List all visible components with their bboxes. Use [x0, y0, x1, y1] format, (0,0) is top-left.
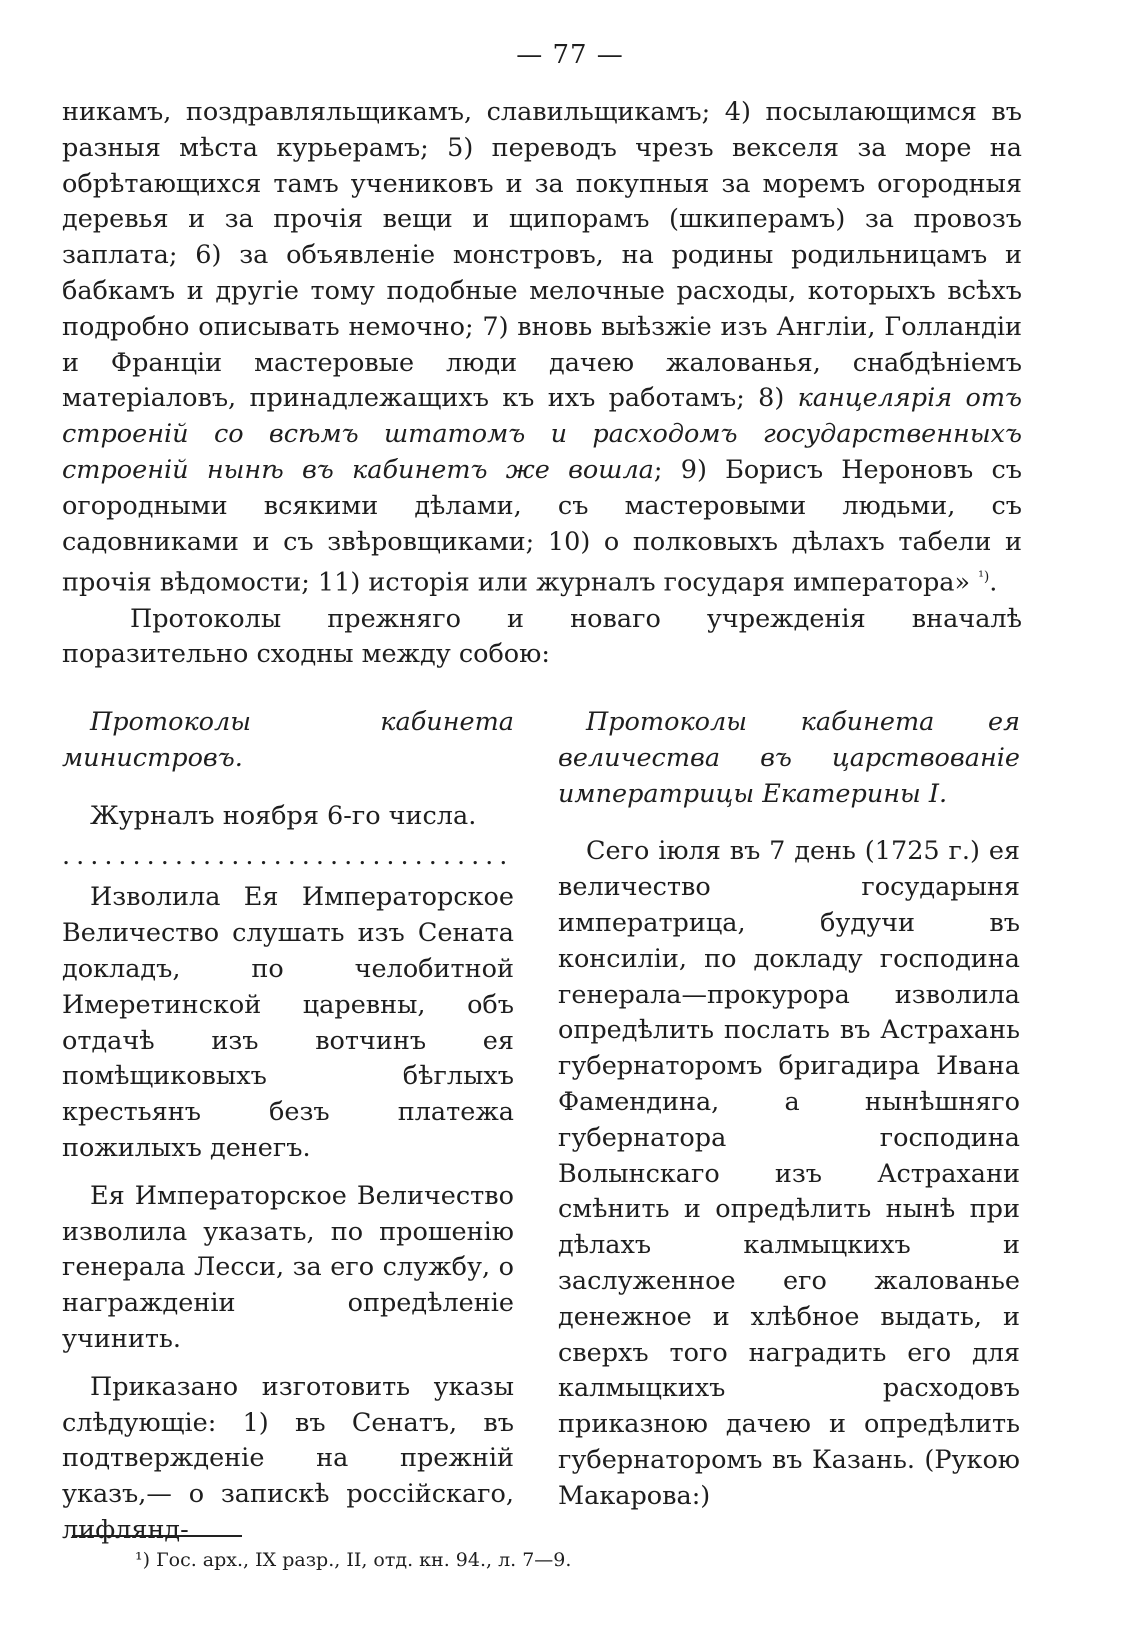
footnote: ¹) Гос. арх., IX разр., II, отд. кн. 94., л. 7—9.: [135, 1549, 572, 1571]
journal-date: Журналъ ноября 6-го числа.: [90, 800, 477, 831]
left-paragraph-3: Приказано изготовить указы слѣдующіе: 1) въ Сенатъ, въ подтвержденіе на прежній указъ,— о запискѣ россійскаго, лифлянд-: [62, 1371, 514, 1545]
paragraph-end: .: [989, 567, 998, 598]
left-column: [62, 705, 514, 1561]
footnote-divider: [72, 1535, 242, 1537]
paragraph-text-cont: ; 9) Борисъ Нероновъ съ огородными всякими дѣлами, съ мастеровыми людьми, съ садовниками и съ звѣровщиками; 10) о полковыхъ дѣлахъ табели и прочія вѣдомости; 11) исторія или журналъ государя императора»: [62, 454, 1022, 598]
right-column-heading: Протоколы кабинета ея величества въ царствованіе императрицы Екатерины I.: [558, 707, 1020, 809]
paragraph-continued: [62, 95, 1022, 602]
page-number: — 77 —: [516, 40, 624, 70]
italic-quote: канцелярія отъ строеній со всѣмъ штатомъ и расходомъ государственныхъ строеній нынѣ въ кабинетъ же вошла: [62, 383, 1023, 485]
left-paragraph-2: Ея Императорское Величество изволила указать, по прошенію генерала Лесси, за его службу, о награжденіи опредѣленіе учинить.: [62, 1180, 514, 1354]
paragraph-text: никамъ, поздравляльщикамъ, славильщикамъ; 4) посылающимся въ разныя мѣста курьерамъ; 5) переводъ чрезъ векселя за море на обрѣтающихся тамъ учениковъ и за покупныя за моремъ огородныя деревья и за прочія вещи и щипорамъ (шкиперамъ) за провозъ заплата; 6) за объявленіе монстровъ, на родины родильницамъ и бабкамъ и другіе тому подобные мелочные расходы, которыхъ всѣхъ подробно описывать немочно; 7) вновь выѣзжіе изъ Англіи, Голландіи и Франціи мастеровые люди дачею жалованья, снабдѣніемъ матеріаловъ, принадлежащихъ къ ихъ работамъ; 8): [62, 97, 1022, 414]
ellipsis-line: ................................: [62, 846, 514, 867]
paragraph-intro: Протоколы прежняго и новаго учрежденія вначалѣ поразительно сходны между собою:: [62, 603, 1022, 670]
right-column: [558, 705, 1020, 1527]
right-paragraph-1: Сего іюля въ 7 день (1725 г.) ея величество государыня императрица, будучи въ консиліи, по докладу господина генерала—прокурора изволила опредѣлить послать въ Астрахань губернаторомъ бригадира Ивана Фамендина, а нынѣшняго губернатора господина Волынскаго изъ Астрахани смѣнить и опредѣлить нынѣ при дѣлахъ калмыцкихъ и заслуженное его жалованье денежное и хлѣбное выдать, и сверхъ того наградить его для калмыцкихъ расходовъ приказною дачею и опредѣлить губернаторомъ въ Казань. (Рукою Макарова:): [558, 836, 1020, 1511]
left-paragraph-1: Изволила Ея Императорское Величество слушать изъ Сената докладъ, по челобитной Имеретинской царевны, объ отдачѣ изъ вотчинъ ея помѣщиковыхъ бѣглыхъ крестьянъ безъ платежа пожилыхъ денегъ.: [62, 882, 514, 1163]
footnote-ref: ¹): [978, 569, 990, 586]
main-text: [62, 95, 1022, 673]
left-column-heading: Протоколы кабинета министровъ.: [62, 707, 514, 773]
